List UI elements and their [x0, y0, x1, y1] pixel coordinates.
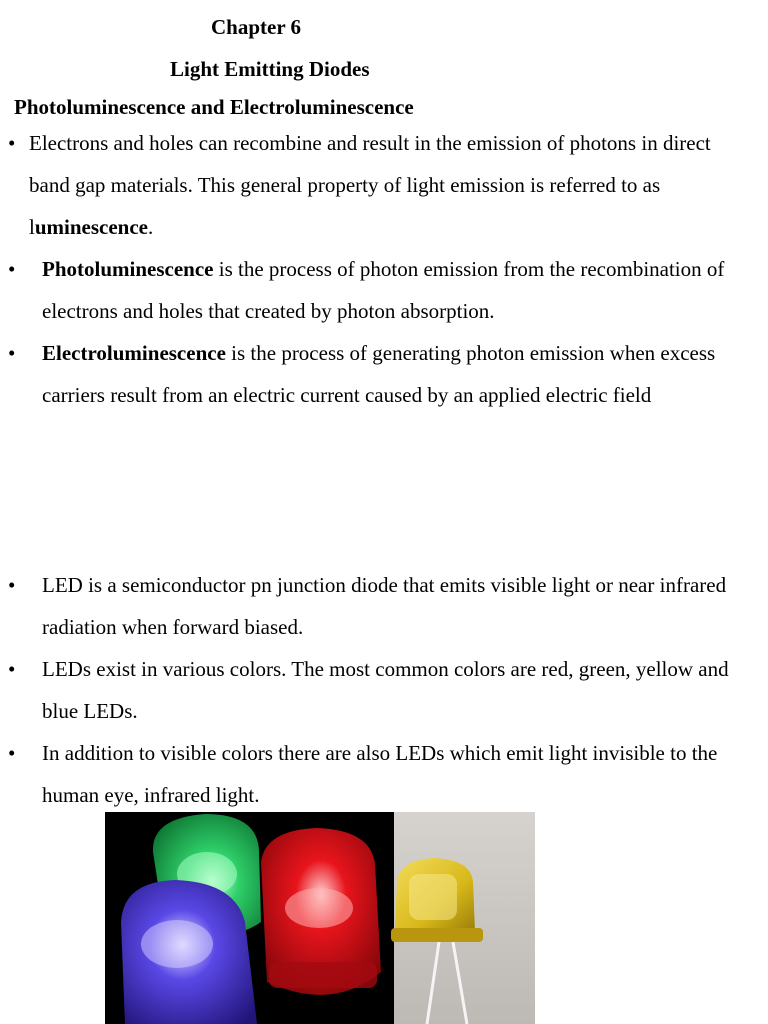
intro-text: Electrons and holes can recombine and result in the emission of photons in direct band gap materials. This general property of light emission is referred to as l: [29, 131, 711, 239]
photoluminescence-text: is the process of photon emission from the recombination of electrons and holes that created by photon absorption.: [42, 257, 725, 323]
page-title: Light Emitting Diodes: [170, 57, 370, 81]
photoluminescence-paragraph: [42, 248, 732, 332]
electroluminescence-paragraph: [42, 332, 752, 416]
chapter-label: Chapter 6: [211, 15, 302, 39]
bullet-marker: •: [8, 257, 16, 281]
electroluminescence-text: is the process of generating photon emission when excess carriers result from an electric current caused by an applied electric field: [42, 341, 716, 407]
bullet-marker: •: [8, 341, 16, 365]
intro-end: .: [148, 215, 154, 239]
led-photo: [105, 812, 535, 1024]
led-definition-paragraph: LED is a semiconductor pn junction diode that emits visible light or near infrared radiation when forward biased.: [42, 573, 727, 639]
photoluminescence-term: Photoluminescence: [42, 257, 214, 281]
luminescence-term: uminescence: [34, 215, 148, 239]
section-heading: Photoluminescence and Electroluminescence: [14, 95, 414, 119]
bullet-marker: •: [8, 573, 16, 597]
electroluminescence-term: Electroluminescence: [42, 341, 226, 365]
bullet-marker: •: [8, 131, 16, 155]
intro-paragraph: [29, 122, 749, 248]
red-led: [261, 828, 381, 995]
bullet-marker: •: [8, 657, 16, 681]
led-infrared-paragraph: In addition to visible colors there are also LEDs which emit light invisible to the human eye, infrared light.: [42, 741, 718, 807]
led-colors-paragraph: LEDs exist in various colors. The most common colors are red, green, yellow and blue LEDs.: [42, 657, 729, 723]
bullet-marker: •: [8, 741, 16, 765]
